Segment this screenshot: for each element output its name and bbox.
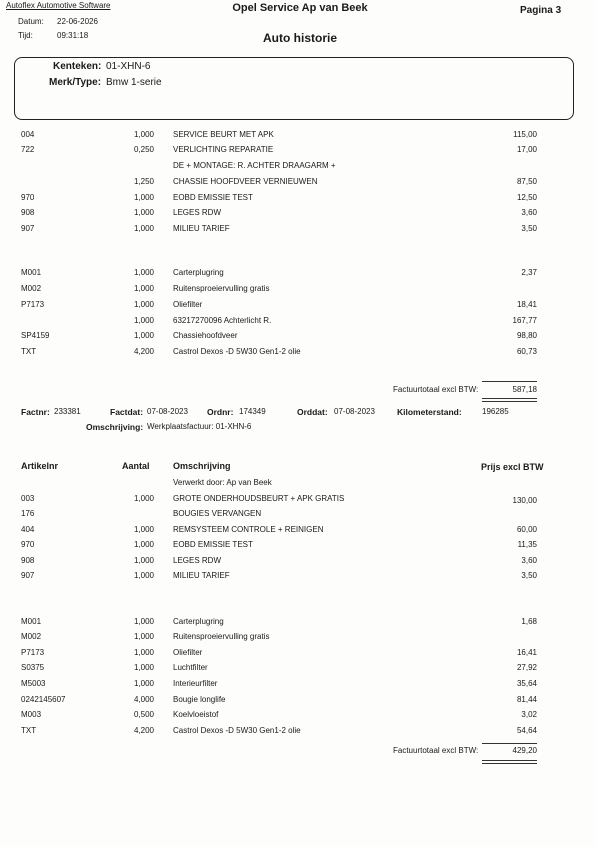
total-rule (482, 381, 537, 382)
table-row: M001 1,000 Carterplugring 1,68 (21, 617, 537, 626)
table-row: 004 1,000 SERVICE BEURT MET APK 115,00 (21, 130, 537, 139)
table-row: 404 1,000 REMSYSTEEM CONTROLE + REINIGEN 60,00 (21, 525, 537, 534)
table-row: 907 1,000 MILIEU TARIEF 3,50 (21, 571, 537, 580)
col-artikelnr: Artikelnr (21, 461, 59, 471)
table-row: M5003 1,000 Interieurfilter 35,64 (21, 679, 537, 688)
date-label: Datum: (18, 17, 44, 26)
table-row: 1,000 63217270096 Achterlicht R. 167,77 (133, 316, 537, 325)
table-row: S0375 1,000 Luchtfilter 27,92 (21, 663, 537, 672)
factnr-label: Factnr: (21, 407, 50, 417)
km-value: 196285 (482, 407, 509, 416)
table-row: 908 1,000 LEGES RDW 3,60 (21, 208, 537, 217)
page-title: Auto historie (263, 31, 337, 45)
date-value: 22-06-2026 (57, 17, 98, 26)
omschrijving-value: Werkplaatsfactuur: 01-XHN-6 (147, 422, 252, 431)
table-row: 907 1,000 MILIEU TARIEF 3,50 (21, 224, 537, 233)
table-row: 003 1,000 GROTE ONDERHOUDSBEURT + APK GRATIS 130,00 (21, 494, 537, 505)
col-prijs: Prijs excl BTW (481, 462, 544, 472)
time-label: Tijd: (18, 31, 33, 40)
table-row: 908 1,000 LEGES RDW 3,60 (21, 556, 537, 565)
invoice2-total-label: Factuurtotaal excl BTW: (393, 746, 479, 755)
ordnr-label: Ordnr: (207, 407, 234, 417)
omschrijving-label: Omschrijving: (86, 422, 144, 432)
table-row: 1,250 CHASSIE HOOFDVEER VERNIEUWEN 87,50 (133, 177, 537, 186)
factdat-value: 07-08-2023 (147, 407, 188, 416)
table-row: 722 0,250 VERLICHTING REPARATIE 17,00 (21, 145, 537, 154)
total-double-rule (482, 760, 537, 761)
make-value: Bmw 1-serie (106, 77, 162, 88)
page-number: Pagina 3 (520, 5, 562, 16)
table-row: P7173 1,000 Oliefilter 18,41 (21, 300, 537, 309)
make-label: Merk/Type: (49, 77, 102, 88)
factdat-label: Factdat: (110, 407, 144, 417)
table-row: M001 1,000 Carterplugring 2,37 (21, 268, 537, 277)
invoice1-total-label: Factuurtotaal excl BTW: (393, 385, 479, 394)
company-name: Opel Service Ap van Beek (232, 2, 368, 14)
orddat-label: Orddat: (297, 407, 328, 417)
factnr-value: 233381 (54, 407, 81, 416)
orddat-value: 07-08-2023 (334, 407, 375, 416)
table-row: 970 1,000 EOBD EMISSIE TEST 11,35 (21, 540, 537, 549)
table-row: Verwerkt door: Ap van Beek (173, 478, 272, 487)
table-row: P7173 1,000 Oliefilter 16,41 (21, 648, 537, 657)
table-row: M003 0,500 Koelvloeistof 3,02 (21, 710, 537, 719)
col-aantal: Aantal (122, 461, 150, 471)
time-value: 09:31:18 (57, 31, 89, 40)
ordnr-value: 174349 (239, 407, 266, 416)
table-row: TXT 4,200 Castrol Dexos -D 5W30 Gen1-2 olie 60,73 (21, 347, 537, 356)
table-row: SP4159 1,000 Chassiehoofdveer 98,80 (21, 331, 537, 340)
invoice1-total-value: 587,18 (512, 385, 537, 394)
plate-label: Kenteken: (53, 61, 102, 72)
col-omschrijving: Omschrijving (173, 461, 231, 471)
table-row: M002 1,000 Ruitensproeiervulling gratis (21, 632, 270, 641)
table-row: M002 1,000 Ruitensproeiervulling gratis (21, 284, 270, 293)
total-double-rule (482, 763, 537, 764)
table-row: DE + MONTAGE: R. ACHTER DRAAGARM + (173, 161, 336, 170)
km-label: Kilometerstand: (397, 407, 462, 417)
table-row: 970 1,000 EOBD EMISSIE TEST 12,50 (21, 193, 537, 202)
software-name: Autoflex Automotive Software (6, 1, 111, 10)
table-row: TXT 4,200 Castrol Dexos -D 5W30 Gen1-2 olie 54,64 (21, 726, 537, 735)
total-rule (482, 743, 537, 744)
plate-value: 01-XHN-6 (106, 61, 151, 72)
total-double-rule (482, 401, 537, 402)
table-row: 0242145607 4,000 Bougie longlife 81,44 (21, 695, 537, 704)
invoice2-total-value: 429,20 (512, 746, 537, 755)
total-double-rule (482, 398, 537, 399)
table-row: 176 BOUGIES VERVANGEN (21, 509, 262, 518)
